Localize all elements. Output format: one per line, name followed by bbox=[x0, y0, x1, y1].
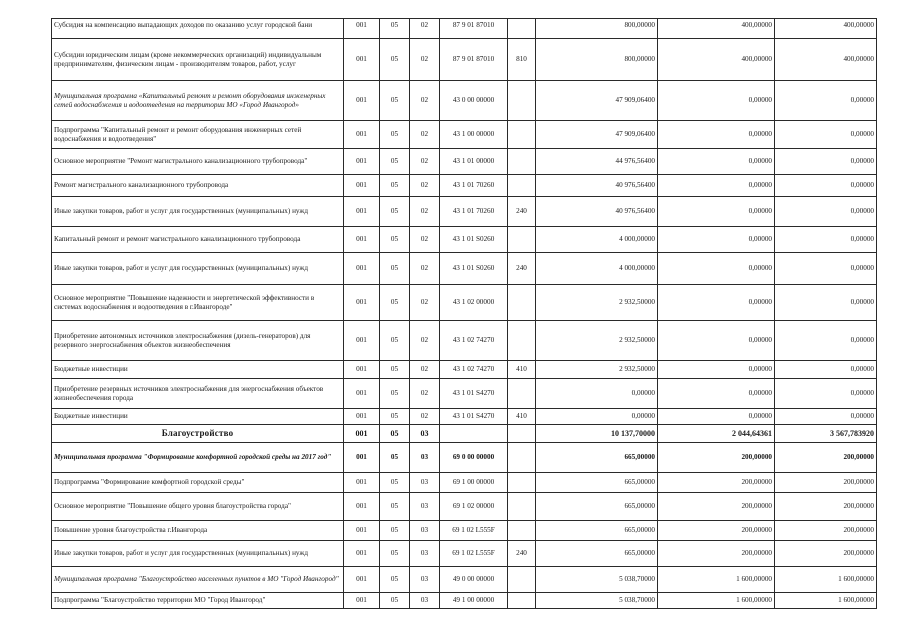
expense-type-cell: 240 bbox=[508, 541, 536, 567]
subsection-code-cell: 02 bbox=[410, 39, 440, 81]
table-row bbox=[52, 361, 877, 379]
target-article-cell: 49 1 00 00000 bbox=[440, 593, 508, 609]
section-code-cell: 05 bbox=[380, 39, 410, 81]
table-row bbox=[52, 227, 877, 253]
row-name-cell: Подпрограмма "Формирование комфортной городской среды" bbox=[52, 473, 344, 493]
row-name-cell: Ремонт магистрального канализационного трубопровода bbox=[52, 175, 344, 197]
section-code-cell: 05 bbox=[380, 593, 410, 609]
expense-type-cell: 410 bbox=[508, 361, 536, 379]
table-row bbox=[52, 253, 877, 285]
amount-year1-cell: 5 038,70000 bbox=[536, 567, 658, 593]
subsection-code-cell: 02 bbox=[410, 197, 440, 227]
amount-year3-cell: 0,00000 bbox=[775, 81, 877, 121]
amount-year2-cell: 0,00000 bbox=[658, 253, 775, 285]
table-row bbox=[52, 81, 877, 121]
ministry-code-cell: 001 bbox=[344, 361, 380, 379]
ministry-code-cell: 001 bbox=[344, 16, 380, 36]
amount-year1-cell: 665,00000 bbox=[536, 541, 658, 567]
table-row bbox=[52, 443, 877, 473]
amount-year1-cell: 4 000,00000 bbox=[536, 253, 658, 285]
section-code-cell: 05 bbox=[380, 227, 410, 253]
subsection-code-cell: 02 bbox=[410, 227, 440, 253]
amount-year1-cell: 800,00000 bbox=[536, 39, 658, 81]
ministry-code-cell: 001 bbox=[344, 253, 380, 285]
subsection-code-cell: 02 bbox=[410, 121, 440, 149]
amount-year3-cell: 0,00000 bbox=[775, 149, 877, 175]
target-article-cell: 49 0 00 00000 bbox=[440, 567, 508, 593]
amount-year1-cell: 665,00000 bbox=[536, 473, 658, 493]
subsection-code-cell: 03 bbox=[410, 567, 440, 593]
subsection-code-cell: 02 bbox=[410, 379, 440, 409]
amount-year3-cell: 200,00000 bbox=[775, 541, 877, 567]
section-code-cell: 05 bbox=[380, 121, 410, 149]
amount-year1-cell: 44 976,56400 bbox=[536, 149, 658, 175]
row-name-cell: Муниципальная программа "Благоустройство населенных пунктов в МО "Город Ивангород" bbox=[52, 567, 344, 593]
amount-year3-cell: 3 567,783920 bbox=[775, 425, 877, 443]
ministry-code-cell: 001 bbox=[344, 285, 380, 321]
subsection-code-cell: 02 bbox=[410, 16, 440, 36]
row-name-cell: Благоустройство bbox=[52, 425, 344, 443]
expense-type-cell: 240 bbox=[508, 197, 536, 227]
table-row bbox=[52, 567, 877, 593]
ministry-code-cell: 001 bbox=[344, 149, 380, 175]
amount-year1-cell: 47 909,06400 bbox=[536, 121, 658, 149]
subsection-code-cell: 03 bbox=[410, 425, 440, 443]
amount-year3-cell: 1 600,00000 bbox=[775, 567, 877, 593]
subsection-code-cell: 02 bbox=[410, 409, 440, 425]
subsection-code-cell: 02 bbox=[410, 285, 440, 321]
amount-year3-cell: 0,00000 bbox=[775, 285, 877, 321]
row-name-cell: Бюджетные инвестиции bbox=[52, 361, 344, 379]
amount-year2-cell: 200,00000 bbox=[658, 443, 775, 473]
target-article-cell: 43 1 01 S0260 bbox=[440, 227, 508, 253]
target-article-cell: 43 1 01 S0260 bbox=[440, 253, 508, 285]
amount-year3-cell: 0,00000 bbox=[775, 409, 877, 425]
ministry-code-cell: 001 bbox=[344, 197, 380, 227]
section-code-cell: 05 bbox=[380, 175, 410, 197]
amount-year2-cell: 200,00000 bbox=[658, 493, 775, 521]
amount-year2-cell: 0,00000 bbox=[658, 149, 775, 175]
table-row bbox=[52, 321, 877, 361]
amount-year1-cell: 47 909,06400 bbox=[536, 81, 658, 121]
expense-type-cell bbox=[508, 567, 536, 593]
section-code-cell: 05 bbox=[380, 541, 410, 567]
amount-year3-cell: 200,00000 bbox=[775, 443, 877, 473]
target-article-cell: 43 1 02 00000 bbox=[440, 285, 508, 321]
expense-type-cell bbox=[508, 149, 536, 175]
section-code-cell: 05 bbox=[380, 521, 410, 541]
row-name-cell: Иные закупки товаров, работ и услуг для государственных (муниципальных) нужд bbox=[52, 541, 344, 567]
table-row bbox=[52, 149, 877, 175]
section-code-cell: 05 bbox=[380, 285, 410, 321]
expense-type-cell bbox=[508, 493, 536, 521]
amount-year1-cell: 40 976,56400 bbox=[536, 197, 658, 227]
target-article-cell: 69 1 02 L555F bbox=[440, 521, 508, 541]
amount-year2-cell: 0,00000 bbox=[658, 121, 775, 149]
target-article-cell: 69 1 02 00000 bbox=[440, 493, 508, 521]
target-article-cell bbox=[440, 425, 508, 443]
amount-year2-cell: 0,00000 bbox=[658, 379, 775, 409]
amount-year3-cell: 0,00000 bbox=[775, 361, 877, 379]
row-name-cell: Приобретение резервных источников электроснабжения для энергоснабжения объектов жизнеобеспечения города bbox=[52, 379, 344, 409]
amount-year1-cell: 665,00000 bbox=[536, 493, 658, 521]
expense-type-cell: 410 bbox=[508, 409, 536, 425]
table-row bbox=[52, 121, 877, 149]
row-name-cell: Бюджетные инвестиции bbox=[52, 409, 344, 425]
amount-year3-cell: 0,00000 bbox=[775, 121, 877, 149]
table-row bbox=[52, 473, 877, 493]
amount-year1-cell: 2 932,50000 bbox=[536, 285, 658, 321]
amount-year2-cell: 0,00000 bbox=[658, 175, 775, 197]
ministry-code-cell: 001 bbox=[344, 227, 380, 253]
ministry-code-cell: 001 bbox=[344, 39, 380, 81]
amount-year3-cell: 0,00000 bbox=[775, 379, 877, 409]
subsection-code-cell: 02 bbox=[410, 81, 440, 121]
subsection-code-cell: 03 bbox=[410, 473, 440, 493]
amount-year2-cell: 200,00000 bbox=[658, 473, 775, 493]
row-name-cell: Приобретение автономных источников электроснабжения (дизель-генераторов) для резервного энергоснабжения объектов жизнеобеспечения bbox=[52, 321, 344, 361]
target-article-cell: 43 1 00 00000 bbox=[440, 121, 508, 149]
row-name-cell: Подпрограмма "Капитальный ремонт и ремонт оборудования инженерных сетей водоснабжения и водоотведения" bbox=[52, 121, 344, 149]
section-code-cell: 05 bbox=[380, 197, 410, 227]
row-name-cell: Основное мероприятие "Ремонт магистрального канализационного трубопровода" bbox=[52, 149, 344, 175]
amount-year3-cell: 0,00000 bbox=[775, 321, 877, 361]
row-name-cell: Субсидии юридическим лицам (кроме некоммерческих организаций) индивидуальным предпринимателям, физическим лицам - производителям товаров, работ, услуг bbox=[52, 39, 344, 81]
ministry-code-cell: 001 bbox=[344, 521, 380, 541]
amount-year2-cell: 200,00000 bbox=[658, 541, 775, 567]
expense-type-cell bbox=[508, 175, 536, 197]
target-article-cell: 43 0 00 00000 bbox=[440, 81, 508, 121]
section-code-cell: 05 bbox=[380, 321, 410, 361]
amount-year3-cell: 0,00000 bbox=[775, 197, 877, 227]
amount-year2-cell: 0,00000 bbox=[658, 227, 775, 253]
expense-type-cell: 240 bbox=[508, 253, 536, 285]
section-code-cell: 05 bbox=[380, 81, 410, 121]
expense-type-cell bbox=[508, 379, 536, 409]
amount-year2-cell: 1 600,00000 bbox=[658, 567, 775, 593]
expense-type-cell bbox=[508, 285, 536, 321]
row-name-cell: Муниципальная программа «Капитальный ремонт и ремонт оборудования инженерных сетей водоснабжения и водоотведения на территории МО «Город Ивангород» bbox=[52, 81, 344, 121]
target-article-cell: 43 1 01 S4270 bbox=[440, 409, 508, 425]
section-code-cell: 05 bbox=[380, 493, 410, 521]
ministry-code-cell: 001 bbox=[344, 121, 380, 149]
table-row bbox=[52, 39, 877, 81]
amount-year2-cell: 0,00000 bbox=[658, 197, 775, 227]
subsection-code-cell: 02 bbox=[410, 321, 440, 361]
row-name-cell: Иные закупки товаров, работ и услуг для государственных (муниципальных) нужд bbox=[52, 253, 344, 285]
table-row bbox=[52, 197, 877, 227]
amount-year2-cell: 0,00000 bbox=[658, 361, 775, 379]
ministry-code-cell: 001 bbox=[344, 81, 380, 121]
table-row bbox=[52, 379, 877, 409]
expense-type-cell bbox=[508, 593, 536, 609]
amount-year2-cell: 0,00000 bbox=[658, 81, 775, 121]
row-name-cell: Основное мероприятие "Повышение надежности и энергетической эффективности в системах водоснабжения и водоотведения в г.Ивангороде" bbox=[52, 285, 344, 321]
section-code-cell: 05 bbox=[380, 567, 410, 593]
expense-type-cell: 810 bbox=[508, 39, 536, 81]
amount-year2-cell: 400,00000 bbox=[658, 16, 775, 36]
section-code-cell: 05 bbox=[380, 425, 410, 443]
target-article-cell: 43 1 01 70260 bbox=[440, 197, 508, 227]
ministry-code-cell: 001 bbox=[344, 567, 380, 593]
section-header-row bbox=[52, 425, 877, 443]
table-row bbox=[52, 493, 877, 521]
expense-type-cell bbox=[508, 16, 536, 36]
target-article-cell: 69 1 00 00000 bbox=[440, 473, 508, 493]
expense-type-cell bbox=[508, 473, 536, 493]
ministry-code-cell: 001 bbox=[344, 409, 380, 425]
amount-year1-cell: 2 932,50000 bbox=[536, 361, 658, 379]
ministry-code-cell: 001 bbox=[344, 175, 380, 197]
row-name-cell: Повышение уровня благоустройства г.Ивангорода bbox=[52, 521, 344, 541]
section-code-cell: 05 bbox=[380, 379, 410, 409]
expense-type-cell bbox=[508, 227, 536, 253]
amount-year3-cell: 0,00000 bbox=[775, 253, 877, 285]
amount-year2-cell: 2 044,64361 bbox=[658, 425, 775, 443]
section-code-cell: 05 bbox=[380, 253, 410, 285]
expense-type-cell bbox=[508, 521, 536, 541]
subsection-code-cell: 03 bbox=[410, 443, 440, 473]
subsection-code-cell: 03 bbox=[410, 593, 440, 609]
amount-year3-cell: 1 600,00000 bbox=[775, 593, 877, 609]
target-article-cell: 43 1 02 74270 bbox=[440, 361, 508, 379]
table-row bbox=[52, 175, 877, 197]
amount-year1-cell: 40 976,56400 bbox=[536, 175, 658, 197]
expense-type-cell bbox=[508, 121, 536, 149]
target-article-cell: 69 0 00 00000 bbox=[440, 443, 508, 473]
table-row bbox=[52, 409, 877, 425]
row-name-cell: Субсидия на компенсацию выпадающих доходов по оказанию услуг городской бани bbox=[52, 16, 344, 36]
subsection-code-cell: 02 bbox=[410, 149, 440, 175]
table-row bbox=[52, 285, 877, 321]
amount-year1-cell: 2 932,50000 bbox=[536, 321, 658, 361]
amount-year3-cell: 0,00000 bbox=[775, 175, 877, 197]
table-body bbox=[52, 19, 877, 609]
ministry-code-cell: 001 bbox=[344, 493, 380, 521]
expense-type-cell bbox=[508, 321, 536, 361]
amount-year3-cell: 400,00000 bbox=[775, 39, 877, 81]
section-code-cell: 05 bbox=[380, 443, 410, 473]
expense-type-cell bbox=[508, 443, 536, 473]
subsection-code-cell: 03 bbox=[410, 493, 440, 521]
ministry-code-cell: 001 bbox=[344, 379, 380, 409]
ministry-code-cell: 001 bbox=[344, 321, 380, 361]
subsection-code-cell: 03 bbox=[410, 521, 440, 541]
ministry-code-cell: 001 bbox=[344, 541, 380, 567]
ministry-code-cell: 001 bbox=[344, 593, 380, 609]
subsection-code-cell: 02 bbox=[410, 361, 440, 379]
amount-year1-cell: 0,00000 bbox=[536, 379, 658, 409]
table-row bbox=[52, 521, 877, 541]
amount-year2-cell: 1 600,00000 bbox=[658, 593, 775, 609]
amount-year1-cell: 5 038,70000 bbox=[536, 593, 658, 609]
amount-year1-cell: 665,00000 bbox=[536, 443, 658, 473]
expense-type-cell bbox=[508, 425, 536, 443]
ministry-code-cell: 001 bbox=[344, 443, 380, 473]
amount-year2-cell: 0,00000 bbox=[658, 321, 775, 361]
section-code-cell: 05 bbox=[380, 409, 410, 425]
amount-year3-cell: 200,00000 bbox=[775, 473, 877, 493]
amount-year2-cell: 0,00000 bbox=[658, 285, 775, 321]
table-row bbox=[52, 19, 877, 39]
row-name-cell: Муниципальная программа "Формирование комфортной городской среды на 2017 год" bbox=[52, 443, 344, 473]
section-code-cell: 05 bbox=[380, 473, 410, 493]
target-article-cell: 69 1 02 L555F bbox=[440, 541, 508, 567]
section-code-cell: 05 bbox=[380, 361, 410, 379]
amount-year1-cell: 4 000,00000 bbox=[536, 227, 658, 253]
ministry-code-cell: 001 bbox=[344, 473, 380, 493]
row-name-cell: Капитальный ремонт и ремонт магистрального канализационного трубопровода bbox=[52, 227, 344, 253]
amount-year3-cell: 0,00000 bbox=[775, 227, 877, 253]
row-name-cell: Основное мероприятие "Повышение общего уровня благоустройства города" bbox=[52, 493, 344, 521]
section-code-cell: 05 bbox=[380, 149, 410, 175]
amount-year2-cell: 0,00000 bbox=[658, 409, 775, 425]
section-code-cell: 05 bbox=[380, 16, 410, 36]
amount-year3-cell: 200,00000 bbox=[775, 493, 877, 521]
table-row bbox=[52, 593, 877, 609]
amount-year1-cell: 0,00000 bbox=[536, 409, 658, 425]
amount-year1-cell: 800,00000 bbox=[536, 16, 658, 36]
subsection-code-cell: 02 bbox=[410, 175, 440, 197]
row-name-cell: Иные закупки товаров, работ и услуг для государственных (муниципальных) нужд bbox=[52, 197, 344, 227]
target-article-cell: 43 1 01 70260 bbox=[440, 175, 508, 197]
amount-year3-cell: 200,00000 bbox=[775, 521, 877, 541]
amount-year1-cell: 10 137,70000 bbox=[536, 425, 658, 443]
table-row bbox=[52, 541, 877, 567]
subsection-code-cell: 02 bbox=[410, 253, 440, 285]
target-article-cell: 87 9 01 87010 bbox=[440, 16, 508, 36]
budget-table bbox=[51, 18, 877, 609]
expense-type-cell bbox=[508, 81, 536, 121]
amount-year1-cell: 665,00000 bbox=[536, 521, 658, 541]
ministry-code-cell: 001 bbox=[344, 425, 380, 443]
amount-year2-cell: 200,00000 bbox=[658, 521, 775, 541]
row-name-cell: Подпрограмма "Благоустройство территории МО "Город Ивангород" bbox=[52, 593, 344, 609]
subsection-code-cell: 03 bbox=[410, 541, 440, 567]
amount-year3-cell: 400,00000 bbox=[775, 16, 877, 36]
target-article-cell: 87 9 01 87010 bbox=[440, 39, 508, 81]
target-article-cell: 43 1 01 00000 bbox=[440, 149, 508, 175]
target-article-cell: 43 1 02 74270 bbox=[440, 321, 508, 361]
target-article-cell: 43 1 01 S4270 bbox=[440, 379, 508, 409]
amount-year2-cell: 400,00000 bbox=[658, 39, 775, 81]
